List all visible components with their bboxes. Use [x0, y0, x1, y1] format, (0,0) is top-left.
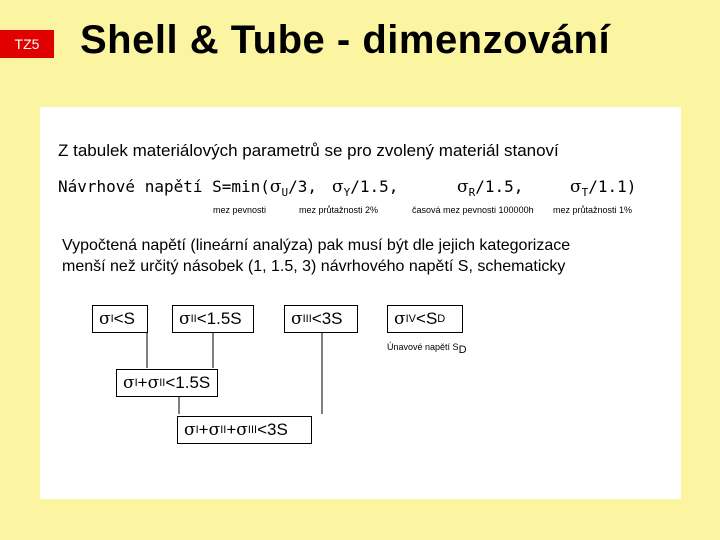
box-sigma-i-plus-ii: σ I + σ II <1.5S: [116, 369, 218, 397]
label-ultimate-strength: mez pevnosti: [213, 205, 267, 215]
explanation-line-2: menší než určitý násobek (1, 1.5, 3) návrhového napětí S, schematicky: [62, 258, 566, 275]
explanation-paragraph: [62, 235, 570, 277]
design-stress-term-2: $\sigma_Y/1.5$,: [332, 177, 399, 200]
design-stress-term-4: $\sigma_T/1.1$): [570, 177, 637, 200]
label-creep-1pct: mez průtažnosti 1%: [553, 205, 633, 215]
design-stress-prefix: Návrhové napětí $S=\min(\sigma_U/3$,: [58, 177, 318, 200]
box-sigma-iv: σ IV <S D: [387, 305, 463, 333]
box-sigma-iii: σ III <3S: [284, 305, 358, 333]
intro-text: Z tabulek materiálových parametrů se pro zvolený materiál stanoví: [58, 141, 559, 160]
box-sigma-i: σ I <S: [92, 305, 148, 333]
fatigue-stress-label: Únavové napětí $S_D$: [387, 342, 467, 356]
slide-badge: TZ5: [0, 30, 54, 58]
design-stress-term-3: $\sigma_R/1.5$,: [457, 177, 524, 200]
box-sigma-i-ii-iii: σ I + σ II + σ III <3S: [177, 416, 312, 444]
box-sigma-ii: σ II <1.5S: [172, 305, 254, 333]
slide-title: Shell & Tube - dimenzování: [80, 18, 611, 62]
explanation-line-1: Vypočtená napětí (lineární analýza) pak musí být dle jejich kategorizace: [62, 237, 571, 254]
label-creep-rupture: časová mez pevnosti 100000h: [412, 205, 534, 215]
label-yield-2pct: mez průtažnosti 2%: [299, 205, 379, 215]
